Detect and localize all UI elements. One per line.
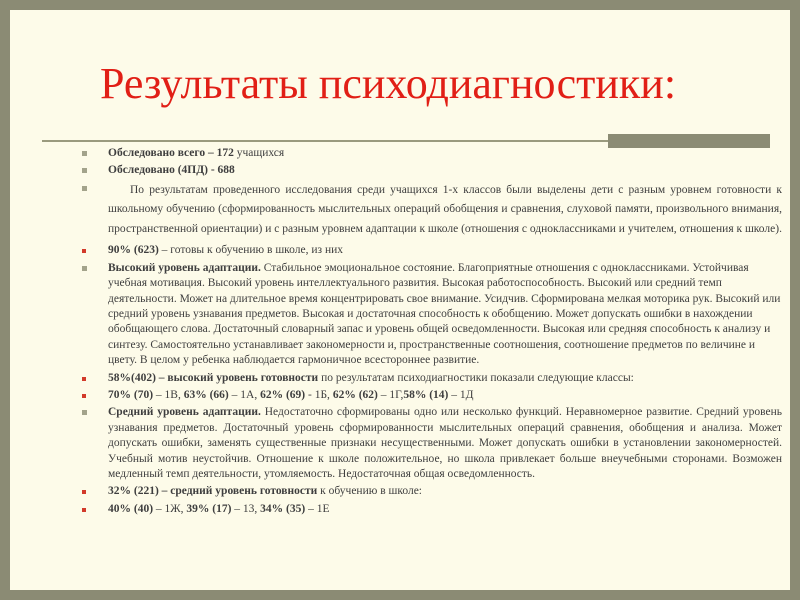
mid-adaptation-text: Недостаточно сформированы одно или несколько функций. Неравномерное развитие. Средний уровень узнавания предметов. Достаточный уровень сформированности мыслительных операций сравнения, обобщения и анализа. Может допускать ошибки, заменять существенные признаки несущественными. Может допускать ошибки в установлении закономерностей. Учебный мотив неустойчив. Отношение к школе положительное, но школа привлекает больше внеучебными сторонами. Возможен медленный темп деятельности, утомляемость. Недостаточная общая осведомленность. bbox=[108, 406, 782, 480]
list-item-mid-adaptation bbox=[82, 405, 782, 482]
square-bullet-icon bbox=[82, 168, 87, 173]
ready-90-rest: – готовы к обучению в школе, из них bbox=[158, 244, 344, 257]
surveyed-total-bold: Обследовано всего – 172 bbox=[108, 147, 234, 159]
class-high-3-rest: – 1Г, bbox=[377, 388, 404, 401]
intro-text: По результатам проведенного исследования среди учащихся 1-х классов были выделены дети с разным уровнем готовности к школьному обучению (сформированность мыслительных операций обобщения и сравнения, слуховой памяти, произвольного внимания, пространственной ориентации) и с разным уровнем адаптации к школе (отношения с одноклассниками и учителем, отношения к школе). bbox=[108, 183, 782, 235]
red-bullet-icon bbox=[82, 508, 86, 512]
list-item-surveyed-total bbox=[82, 146, 782, 161]
class-mid-2-bold: 34% (35) bbox=[260, 502, 306, 515]
square-bullet-icon bbox=[82, 186, 87, 191]
class-high-1-rest: – 1А, bbox=[228, 388, 261, 401]
mid-readiness-bold: 32% (221) – средний уровень готовности bbox=[108, 485, 318, 498]
slide-title: Результаты психодиагностики: bbox=[100, 59, 677, 108]
list-item-classes-high bbox=[82, 388, 782, 403]
mid-readiness-rest: к обучению в школе: bbox=[317, 485, 422, 498]
mid-adaptation-bold: Средний уровень адаптации. bbox=[108, 406, 261, 419]
list-item-surveyed-4pd bbox=[82, 163, 782, 178]
ready-90-bold: 90% (623) bbox=[108, 244, 159, 257]
list-item-high-adaptation bbox=[82, 261, 782, 369]
slide-content bbox=[82, 146, 782, 519]
red-bullet-icon bbox=[82, 249, 86, 253]
surveyed-total-rest: учащихся bbox=[233, 147, 285, 159]
class-high-2-bold: 62% (69) bbox=[260, 388, 306, 401]
list-item-ready-90 bbox=[82, 243, 782, 258]
surveyed-4pd: Обследовано (4ПД) - 688 bbox=[108, 164, 235, 177]
class-high-3-bold: 62% (62) bbox=[332, 388, 378, 401]
high-adaptation-bold: Высокий уровень адаптации. bbox=[108, 261, 261, 274]
class-high-4-rest: – 1Д bbox=[448, 388, 474, 401]
class-high-1-bold: 63% (66) bbox=[183, 388, 229, 401]
list-item-classes-mid bbox=[82, 502, 782, 517]
high-readiness-rest: по результатам психодиагностики показали следующие классы: bbox=[318, 371, 634, 384]
class-high-4-bold: 58% (14) bbox=[403, 388, 449, 401]
class-mid-1-rest: – 13, bbox=[231, 502, 261, 515]
list-item-mid-readiness bbox=[82, 484, 782, 499]
class-mid-0-bold: 40% (40) bbox=[108, 502, 154, 515]
square-bullet-icon bbox=[82, 266, 87, 271]
square-bullet-icon bbox=[82, 410, 87, 415]
red-bullet-icon bbox=[82, 490, 86, 494]
class-high-0-bold: 70% (70) bbox=[108, 388, 154, 401]
list-item-high-readiness bbox=[82, 371, 782, 386]
class-mid-1-bold: 39% (17) bbox=[186, 502, 232, 515]
high-readiness-bold: 58%(402) – высокий уровень готовности bbox=[108, 371, 319, 384]
class-high-0-rest: – 1В, bbox=[153, 388, 184, 401]
square-bullet-icon bbox=[82, 151, 87, 156]
class-high-2-rest: - 1Б, bbox=[305, 388, 333, 401]
red-bullet-icon bbox=[82, 377, 86, 381]
red-bullet-icon bbox=[82, 394, 86, 398]
class-mid-2-rest: – 1Е bbox=[305, 502, 330, 515]
class-mid-0-rest: – 1Ж, bbox=[153, 502, 187, 515]
intro-paragraph bbox=[82, 181, 782, 240]
high-adaptation-text: Стабильное эмоциональное состояние. Благоприятные отношения с одноклассниками. Устойчивая учебная мотивация. Высокий уровень интеллектуального развития. Высокая работоспособность. Высокий или средний темп деятельности. Может на длительное время концентрировать свое внимание. Усидчив. Сформирована мелкая моторика рук. Высокий или средний уровень узнавания предметов. Высокая и достаточная способность к обобщению. Может допускать ошибки в нахождении обобщающего слова. Достаточный словарный запас и уровень общей осведомленности. Высокая или средняя способность к анализу и синтезу. Самостоятельно устанавливает закономерности и, пространственные соотношения, соотношение предметов по величине и цвету. В целом у ребенка наблюдается гармоничное всестороннее развитие. bbox=[108, 261, 781, 367]
